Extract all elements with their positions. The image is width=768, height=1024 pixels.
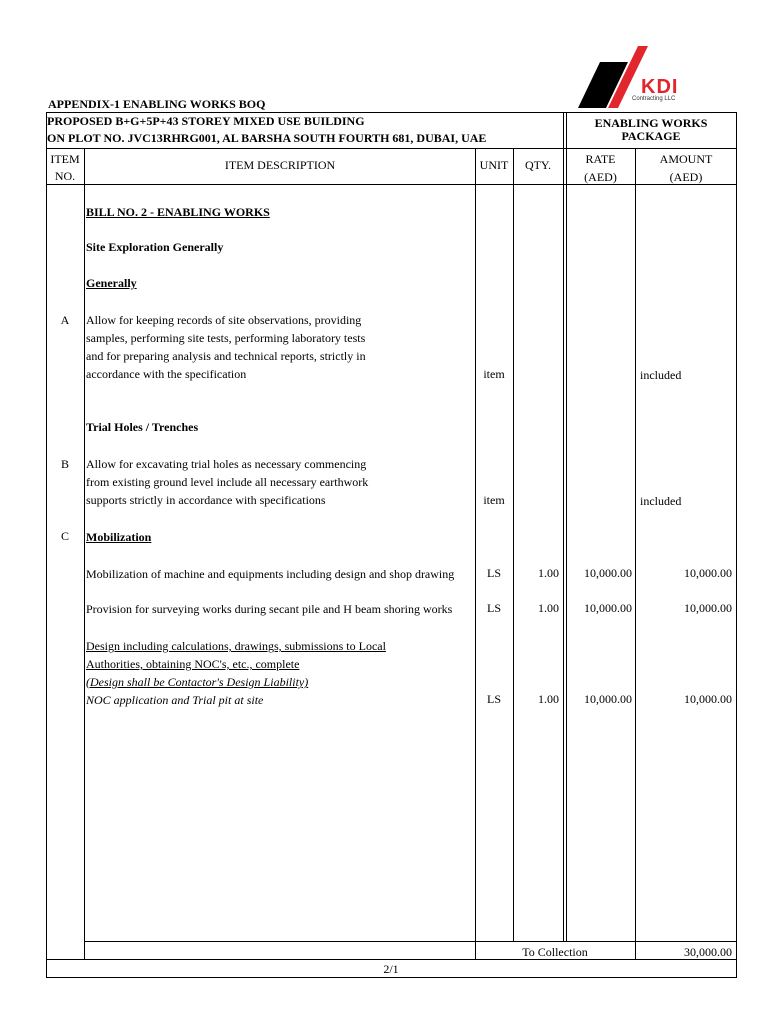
- item-a-description: [86, 311, 366, 383]
- row-surveying-amount: 10,000.00: [684, 601, 732, 615]
- design-line2: Authorities, obtaining NOC's, etc., complete: [86, 657, 300, 671]
- col-amount-label: AMOUNT: [659, 152, 713, 166]
- appendix-title: APPENDIX-1 ENABLING WORKS BOQ: [48, 97, 266, 111]
- package-title-line2: PACKAGE: [621, 129, 681, 143]
- item-a-no: A: [60, 313, 70, 327]
- col-item-label: ITEM: [50, 152, 80, 166]
- section-heading: Site Exploration Generally: [86, 240, 224, 254]
- item-a-line: samples, performing site tests, performing laboratory tests: [86, 331, 366, 345]
- table-body-bottom: [46, 959, 737, 960]
- row-design-amount: 10,000.00: [684, 692, 732, 706]
- item-b-description: [86, 455, 368, 509]
- table-columns-divider: [46, 184, 737, 185]
- col-divider-qty-a: [563, 112, 564, 942]
- logo-text: KDI: [641, 76, 679, 98]
- row-surveying-desc: Provision for surveying works during secant pile and H beam shoring works: [86, 602, 453, 616]
- row-mobilization-amount: 10,000.00: [684, 566, 732, 580]
- item-c-no: C: [60, 529, 69, 543]
- item-b-unit: item: [483, 493, 505, 507]
- row-surveying-rate: 10,000.00: [584, 601, 632, 615]
- bill-title: BILL NO. 2 - ENABLING WORKS: [86, 205, 270, 219]
- col-item-description: ITEM DESCRIPTION: [224, 158, 336, 172]
- trial-holes-heading: Trial Holes / Trenches: [86, 420, 199, 434]
- mobilization-heading: Mobilization: [86, 530, 152, 544]
- col-qty: QTY.: [524, 158, 552, 172]
- col-rate-unit: (AED): [584, 170, 617, 184]
- row-surveying-qty: 1.00: [538, 601, 559, 615]
- row-mobilization-qty: 1.00: [538, 566, 559, 580]
- project-title-line1: PROPOSED B+G+5P+43 STOREY MIXED USE BUILDING: [47, 114, 365, 128]
- package-title-line1: ENABLING WORKS: [594, 116, 708, 130]
- project-title-line2: ON PLOT NO. JVC13RHRG001, AL BARSHA SOUTH FOURTH 681, DUBAI, UAE: [47, 131, 487, 145]
- row-design-unit: LS: [486, 692, 501, 706]
- row-mobilization-desc: Mobilization of machine and equipments including design and shop drawing: [86, 567, 455, 581]
- col-rate: [566, 150, 635, 186]
- row-mobilization-unit: LS: [486, 566, 501, 580]
- row-mobilization-rate: 10,000.00: [584, 566, 632, 580]
- col-divider-rate: [635, 148, 636, 959]
- row-design-desc: [86, 637, 386, 709]
- item-b-amount: included: [640, 494, 682, 508]
- col-rate-label: RATE: [585, 152, 616, 166]
- item-b-line: from existing ground level include all necessary earthwork: [86, 475, 369, 489]
- subsection-heading: Generally: [86, 276, 137, 290]
- to-collection-amount: 30,000.00: [684, 945, 732, 959]
- design-line1: Design including calculations, drawings, submissions to Local: [86, 639, 386, 653]
- row-design-qty: 1.00: [538, 692, 559, 706]
- col-divider-unit: [513, 148, 514, 942]
- page-number: 2/1: [383, 962, 399, 976]
- row-surveying-unit: LS: [486, 601, 501, 615]
- col-divider-item: [84, 148, 85, 959]
- item-b-line: Allow for excavating trial holes as necessary commencing: [86, 457, 367, 471]
- item-a-unit: item: [483, 367, 505, 381]
- design-line4: NOC application and Trial pit at site: [86, 693, 264, 707]
- item-b-no: B: [60, 457, 69, 471]
- col-item-no: [46, 151, 84, 185]
- col-divider-qty-b: [566, 112, 567, 942]
- logo-subtext: Contracting LLC: [632, 96, 676, 102]
- table-border-left: [46, 112, 47, 978]
- table-header-divider: [46, 148, 737, 149]
- row-design-rate: 10,000.00: [584, 692, 632, 706]
- item-b-line: supports strictly in accordance with specifications: [86, 493, 326, 507]
- item-a-line: accordance with the specification: [86, 367, 247, 381]
- table-collection-divider: [85, 941, 737, 942]
- item-a-amount: included: [640, 368, 682, 382]
- table-border-right: [736, 112, 737, 978]
- to-collection-label: To Collection: [522, 945, 588, 959]
- table-border-bottom: [46, 977, 737, 978]
- col-divider-desc: [475, 148, 476, 959]
- item-a-line: and for preparing analysis and technical reports, strictly in: [86, 349, 366, 363]
- col-no-label: NO.: [54, 169, 76, 183]
- table-border-top: [46, 112, 737, 113]
- item-a-line: Allow for keeping records of site observations, providing: [86, 313, 362, 327]
- col-amount: [636, 150, 736, 186]
- col-unit: UNIT: [479, 158, 509, 172]
- col-amount-unit: (AED): [669, 170, 703, 184]
- design-line3: (Design shall be Contactor's Design Liability): [86, 675, 309, 689]
